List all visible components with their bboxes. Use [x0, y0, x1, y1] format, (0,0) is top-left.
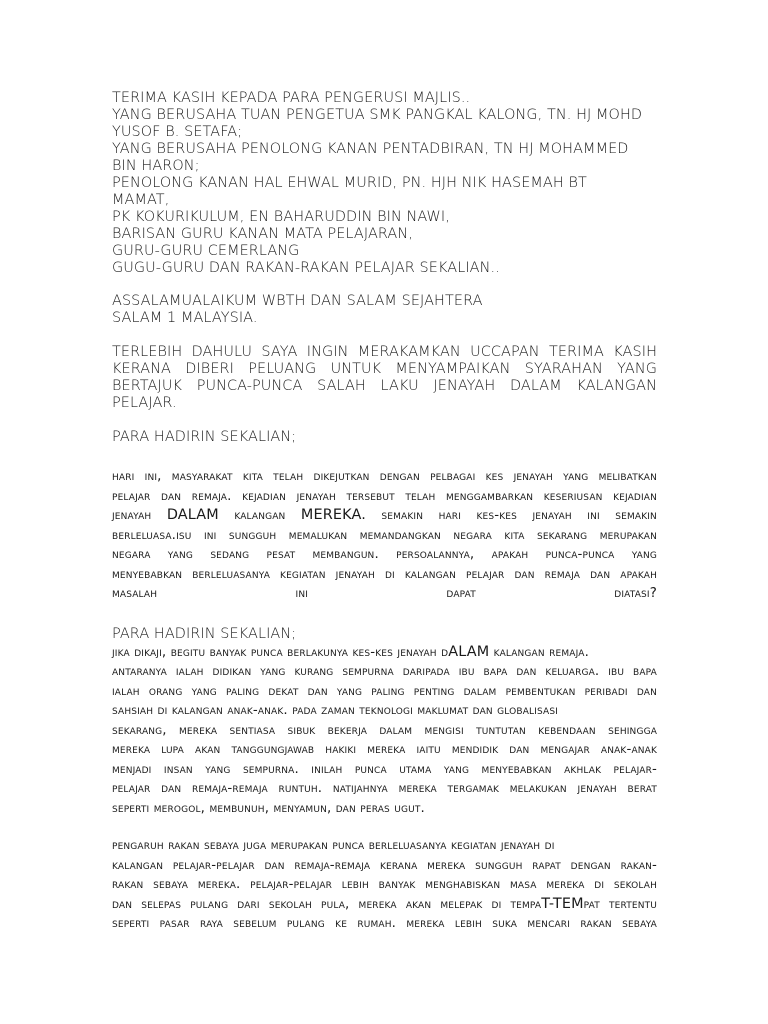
greeting-line: PK KOKURIKULUM, EN BAHARUDDIN BIN NAWI,	[112, 209, 450, 225]
paragraph-line: kalangan pelajar-pelajar dan remaja-remaja kerana mereka sungguh rapat dengan rakan-	[112, 857, 657, 873]
word: masalah	[112, 586, 158, 601]
text-run: pat tertentu	[583, 896, 657, 912]
greeting-line: GURU-GURU CEMERLANG	[112, 243, 300, 259]
paragraph-line	[112, 895, 657, 915]
paragraph-1	[112, 467, 657, 604]
paragraph-line: rakan sebaya mereka. pelajar-pelajar lebih banyak menghabiskan masa mereka di sekolah	[112, 877, 657, 892]
word: kalangan	[234, 508, 286, 523]
greeting-line: MAMAT,	[112, 192, 170, 208]
paragraph-line: hari ini, masyarakat kita telah dikejutkan dengan pelbagai kes jenayah yang melibatkan	[112, 469, 657, 484]
section-heading	[112, 626, 657, 643]
intro-line: BERTAJUK PUNCA-PUNCA SALAH LAKU JENAYAH DALAM KALANGAN	[112, 378, 657, 394]
intro-block	[112, 344, 657, 412]
paragraph-line: negara yang sedang pesat membangun. persoalannya, apakah punca-punca yang	[112, 547, 657, 562]
section-heading	[112, 429, 657, 446]
greeting-line: BIN HARON;	[112, 158, 200, 174]
salam-line: ASSALAMUALAIKUM WBTH DAN SALAM SEJAHTERA	[112, 293, 483, 309]
salam-block	[112, 293, 657, 327]
paragraph-line	[112, 584, 657, 604]
paragraph-line: pelajar dan remaja. kejadian jenayah tersebut telah menggambarkan keseriusan kejadian	[112, 488, 657, 504]
paragraph-2	[112, 643, 657, 819]
salam-line: SALAM 1 MALAYSIA.	[112, 310, 258, 326]
paragraph-line: mereka lupa akan tanggungjawab hakiki mereka iaitu mendidik dan mengajar anak-anak	[112, 742, 657, 757]
text-run: jika dikaji, begitu banyak punca berlakunya kes-kes jenayah d	[112, 644, 449, 660]
paragraph-line: ialah orang yang paling dekat dan yang paling penting dalam pembentukan peribadi dan	[112, 683, 657, 699]
paragraph-3	[112, 836, 657, 934]
intro-line: TERLEBIH DAHULU SAYA INGIN MERAKAMKAN UCCAPAN TERIMA KASIH	[112, 344, 657, 360]
paragraph-line: berleluasa.isu ini sungguh memalukan memandangkan negara kita sekarang merupakan	[112, 527, 657, 543]
word: diatasi?	[614, 586, 657, 601]
paragraph-line	[112, 643, 657, 663]
paragraph-line: antaranya ialah didikan yang kurang sempurna daripada ibu bapa dan keluarga. ibu bapa	[112, 664, 657, 679]
greeting-line: YANG BERUSAHA TUAN PENGETUA SMK PANGKAL KALONG, TN. HJ MOHD	[112, 107, 643, 123]
paragraph-line: menyebabkan berleluasanya kegiatan jenayah di kalangan pelajar dan remaja dan apakah	[112, 566, 657, 582]
greeting-line: GUGU-GURU DAN RAKAN-RAKAN PELAJAR SEKALIAN..	[112, 260, 500, 276]
text-run: dan selepas pulang dari sekolah pula, mereka akan melepak di tempa	[112, 896, 542, 912]
paragraph-line	[112, 506, 657, 526]
paragraph-line: seperti merogol, membunuh, menyamun, dan peras ugut.	[112, 800, 425, 816]
greeting-line: BARISAN GURU KANAN MATA PELAJARAN,	[112, 226, 413, 242]
paragraph-line: menjadi insan yang sempurna. inilah punca utama yang menyebabkan akhlak pelajar-	[112, 761, 657, 777]
greeting-line: YANG BERUSAHA PENOLONG KANAN PENTADBIRAN, TN HJ MOHAMMED	[112, 141, 629, 157]
word: semakin hari kes-kes jenayah ini semakin	[381, 508, 657, 523]
document-page	[112, 90, 657, 934]
intro-line: KERANA DIBERI PELUANG UNTUK MENYAMPAIKAN SYARAHAN YANG	[112, 361, 657, 377]
greeting-line: PENOLONG KANAN HAL EHWAL MURID, PN. HJH NIK HASEMAH BT	[112, 175, 587, 191]
paragraph-line: sekarang, mereka sentiasa sibuk bekerja dalam mengisi tuntutan kebendaan sehingga	[112, 722, 657, 738]
word: jenayah	[112, 508, 152, 523]
greeting-line: YUSOF B. SETAFA;	[112, 124, 243, 140]
word: dapat	[446, 586, 476, 601]
paragraph-line: seperti pasar raya sebelum pulang ke rumah. mereka lebih suka mencari rakan sebaya	[112, 916, 657, 931]
intro-line: PELAJAR.	[112, 395, 177, 411]
word: MEREKA.	[300, 507, 366, 523]
heading-text: PARA HADIRIN SEKALIAN;	[112, 429, 297, 445]
heading-text: PARA HADIRIN SEKALIAN;	[112, 625, 297, 642]
text-run: T-TEM	[541, 895, 584, 912]
greeting-line: TERIMA KASIH KEPADA PARA PENGERUSI MAJLIS..	[112, 90, 471, 106]
paragraph-line: pengaruh rakan sebaya juga merupakan punca berleluasanya kegiatan jenayah di	[112, 838, 555, 853]
greetings-block	[112, 90, 657, 277]
word: ini	[295, 586, 309, 601]
text-run: kalangan remaja.	[489, 644, 589, 660]
paragraph-line: pelajar dan remaja-remaja runtuh. natijahnya mereka tergamak melakukan jenayah berat	[112, 781, 657, 796]
text-run: ALAM	[448, 643, 490, 660]
paragraph-line: sahsiah di kalangan anak-anak. pada zaman teknologi maklumat dan globalisasi	[112, 703, 558, 718]
word: DALAM	[166, 507, 219, 523]
